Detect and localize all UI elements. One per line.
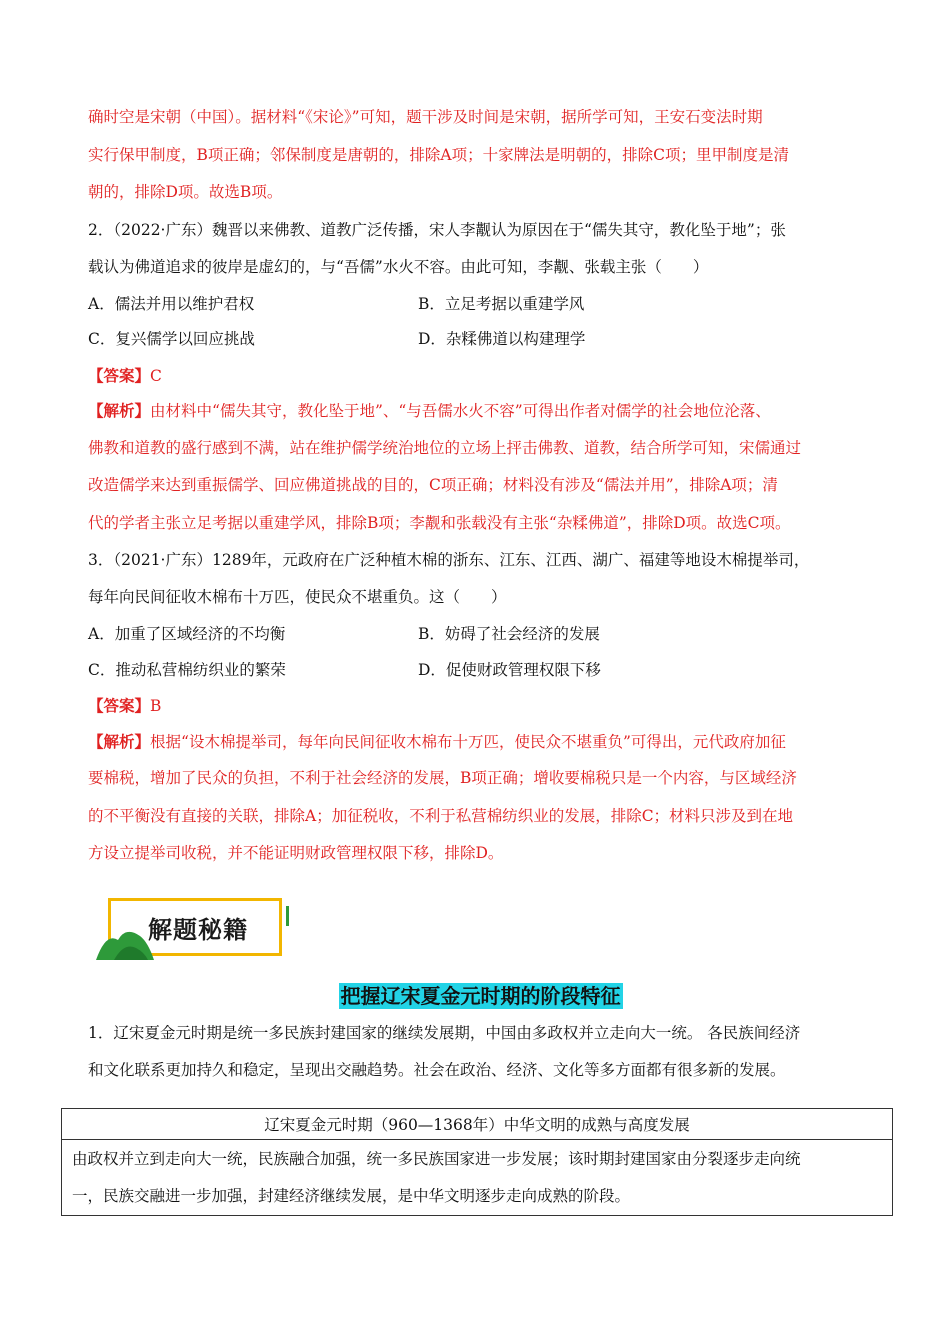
banner-accent <box>286 906 289 926</box>
q3-options-row <box>88 625 873 661</box>
answer-tag: 【答案】 <box>88 696 151 715</box>
analysis-tag: 【解析】 <box>88 731 151 751</box>
q3-option-b: B．妨碍了社会经济的发展 <box>418 625 600 643</box>
q2-option-a: A．儒法并用以维护君权 <box>88 294 255 313</box>
section-paragraph <box>88 1024 873 1098</box>
q3-option-a: A．加重了区域经济的不均衡 <box>88 625 286 643</box>
q3-answer <box>88 696 873 732</box>
q3-analysis-line: 的不平衡没有直接的关联，排除A；加征税收，不利于私营棉纺织业的发展，排除C；材料只涉及到在地 <box>88 806 794 825</box>
q3-analysis-line: 方设立提举司收税，并不能证明财政管理权限下移，排除D。 <box>88 844 504 862</box>
banner-label: 解题秘籍 <box>148 915 248 944</box>
q3-option-d: D．促使财政管理权限下移 <box>418 660 601 679</box>
document-page <box>88 108 873 1098</box>
answer-tag: 【答案】 <box>88 365 151 385</box>
section-title-text: 把握辽宋夏金元时期的阶段特征 <box>340 983 621 1008</box>
analysis-tag: 【解析】 <box>88 401 151 420</box>
answer-value: C <box>150 366 162 385</box>
q1-analysis-line: 朝的，排除D项。故选B项。 <box>88 183 283 201</box>
q1-analysis-line: 确时空是宋朝（中国）。据材料“《宋论》”可知，题干涉及时间是宋朝，据所学可知，王安石变法时期 <box>88 108 763 126</box>
q2-stem-line: 2．（2022·广东）魏晋以来佛教、道教广泛传播，宋人李觏认为原因在于“儒失其守，教化坠于地”；张 <box>88 220 786 239</box>
table-body-line: 由政权并立到走向大一统，民族融合加强，统一多民族国家进一步发展；该时期封建国家由分裂逐步走向统 <box>72 1149 801 1168</box>
paragraph-line: 和文化联系更加持久和稳定，呈现出交融趋势。社会在政治、经济、文化等多方面都有很多新的发展。 <box>88 1060 786 1079</box>
table-body-cell <box>62 1140 893 1216</box>
q2-analysis-line: 佛教和道教的盛行感到不满，站在维护儒学统治地位的立场上抨击佛教、道教，结合所学可知，宋儒通过 <box>88 438 802 457</box>
hill-icon <box>96 922 156 960</box>
q3-analysis-line: 要棉税，增加了民众的负担，不利于社会经济的发展，B项正确；增收要棉税只是一个内容，与区域经济 <box>88 769 797 787</box>
q3-stem-line: 3．（2021·广东）1289年，元政府在广泛种植木棉的浙东、江东、江西、湖广、福建等地设木棉提举司， <box>88 551 810 569</box>
q2-options-row <box>88 330 873 366</box>
q2-option-d: D．杂糅佛道以构建理学 <box>418 330 586 348</box>
q2-stem-line: 载认为佛道追求的彼岸是虚幻的，与“吾儒”水火不容。由此可知，李觏、张载主张（ ） <box>88 257 709 276</box>
q3-options-row <box>88 661 873 697</box>
table-body-line: 一，民族交融进一步加强，封建经济继续发展，是中华文明逐步走向成熟的阶段。 <box>72 1186 631 1205</box>
q3-stem-line: 每年向民间征收木棉布十万匹，使民众不堪重负。这（ ） <box>88 588 507 606</box>
q2-option-c: C．复兴儒学以回应挑战 <box>88 330 255 348</box>
table-header-cell: 辽宋夏金元时期（960—1368年）中华文明的成熟与高度发展 <box>62 1109 893 1140</box>
answer-value: B <box>150 697 162 715</box>
tips-banner <box>88 894 873 994</box>
q3-analysis-line: 【解析】根据“设木棉提举司，每年向民间征收木棉布十万匹，使民众不堪重负”可得出，元代政府加征 <box>88 731 786 751</box>
q2-options-row <box>88 295 873 331</box>
q2-analysis-line: 改造儒学来达到重振儒学、回应佛道挑战的目的，C项正确；材料没有涉及“儒法并用”，排除A项；清 <box>88 476 778 494</box>
q1-analysis-line: 实行保甲制度，B项正确；邻保制度是唐朝的，排除A项；十家牌法是明朝的，排除C项；里甲制度是清 <box>88 145 789 164</box>
info-table <box>61 1108 893 1216</box>
q2-analysis-line: 【解析】由材料中“儒失其守，教化坠于地”、“与吾儒水火不容”可得出作者对儒学的社会地位沦落、 <box>88 401 771 420</box>
q2-analysis-line: 代的学者主张立足考据以重建学风，排除B项；李觏和张载没有主张“杂糅佛道”，排除D项。故选C项。 <box>88 513 791 532</box>
q2-option-b: B．立足考据以重建学风 <box>418 294 585 313</box>
q2-answer <box>88 366 873 402</box>
q3-option-c: C．推动私营棉纺织业的繁荣 <box>88 660 286 679</box>
paragraph-line: 1．辽宋夏金元时期是统一多民族封建国家的继续发展期，中国由多政权并立走向大一统。 各民族间经济 <box>88 1023 801 1042</box>
